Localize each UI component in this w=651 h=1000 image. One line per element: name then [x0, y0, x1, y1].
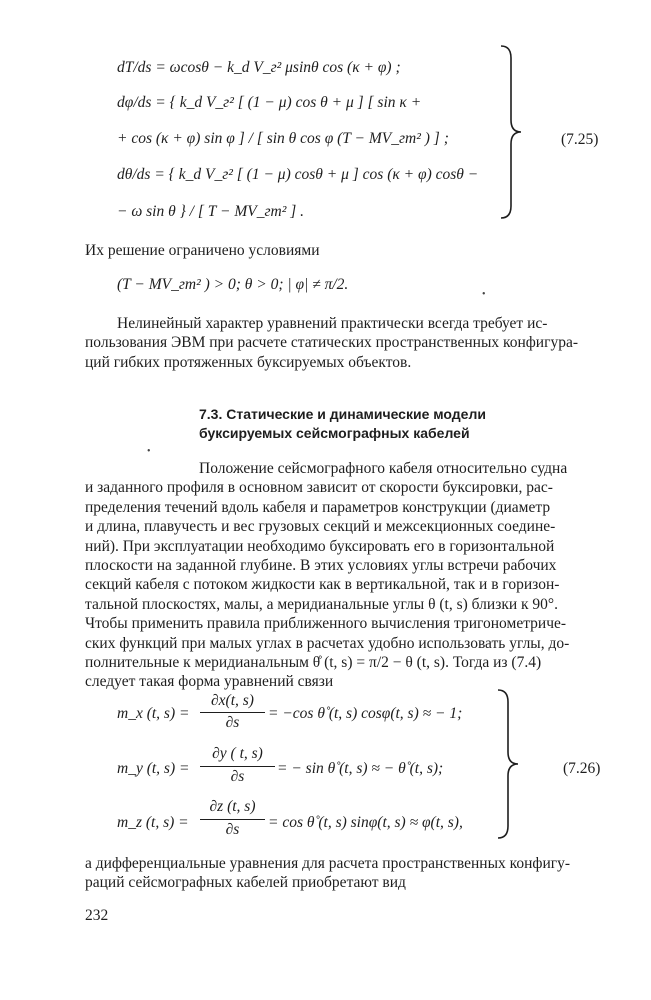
eq-7-26-row-2-lhs: m_y (t, s) =	[117, 760, 190, 777]
text-line: и длина, плавучесть и вес грузовых секций и межсекционных соедине-	[85, 518, 556, 536]
eq-7-26-row-1-numerator: ∂x(t, s)	[211, 692, 254, 709]
section-heading-line-2: буксируемых сейсмографных кабелей	[199, 425, 470, 441]
eq-7-26-row-2-denominator: ∂s	[230, 768, 245, 785]
scan-speck: •	[482, 289, 486, 300]
text-line: полнительные к меридианальным θ̊ (t, s) = π/2 − θ (t, s). Тогда из (7.4)	[85, 654, 542, 672]
text-line: следует такая форма уравнений связи	[85, 673, 334, 691]
text-line: ний). При эксплуатации необходимо буксировать его в горизонтальной	[85, 537, 555, 555]
paragraph-nonlinear	[85, 314, 612, 372]
section-heading-line-1: 7.3. Статические и динамические модели	[199, 406, 486, 422]
right-brace-7-25	[497, 44, 527, 220]
section-heading	[199, 405, 486, 443]
text-line: секций кабеля с потоком жидкости как в вертикальной, так и в горизон-	[85, 576, 560, 594]
constraints-formula: (T − MV_гm² ) > 0; θ > 0; | φ| ≠ π/2.	[117, 276, 349, 293]
text-line: тальной плоскостях, малы, а меридианальные углы θ (t, s) близки к 90°.	[85, 595, 559, 613]
eq-7-26-row-3-denominator: ∂s	[225, 821, 240, 838]
fraction-bar	[200, 766, 275, 767]
eq-7-26-row-1-denominator: ∂s	[225, 714, 240, 731]
text-line: Нелинейный характер уравнений практически всегда требует ис-	[117, 315, 548, 332]
text-line: раций сейсмографных кабелей приобретают вид	[85, 874, 406, 892]
fraction-bar	[200, 712, 265, 713]
eq-7-25-line-1: dT/ds = ωcosθ − k_d V_г² μsinθ cos (κ + φ) ;	[117, 59, 401, 76]
text-line: плоскости на заданной глубине. В этих условиях углы встречи рабочих	[85, 557, 557, 575]
eq-7-25-line-3: + cos (κ + φ) sin φ ] / [ sin θ cos φ (T − MV_гm² ) ] ;	[117, 130, 449, 147]
eq-7-26-row-1-rhs: = −cos θ̊ (t, s) cosφ(t, s) ≈ − 1;	[268, 705, 463, 722]
eq-7-25-line-4: dθ/ds = { k_d V_г² [ (1 − μ) cosθ + μ ] cos (κ + φ) cosθ −	[117, 166, 479, 183]
eq-number-7-25: (7.25)	[561, 131, 599, 148]
eq-7-26-row-2-numerator: ∂y ( t, s)	[212, 745, 263, 762]
eq-7-26-row-3-rhs: = cos θ̊ (t, s) sinφ(t, s) ≈ φ(t, s),	[268, 814, 463, 831]
fraction-bar	[200, 819, 265, 820]
eq-7-25-line-2: dφ/ds = { k_d V_г² [ (1 − μ) cos θ + μ ] [ sin κ +	[117, 94, 422, 111]
right-brace-7-26	[494, 688, 524, 840]
scan-speck: •	[147, 446, 151, 457]
text-line: ций гибких протяженных буксируемых объектов.	[85, 353, 412, 371]
eq-7-26-row-3-lhs: m_z (t, s) =	[117, 814, 189, 831]
text-line: Чтобы применить правила приближенного вычисления тригонометриче-	[85, 615, 567, 633]
eq-7-26-row-2-rhs: = − sin θ̊ (t, s) ≈ − θ̊ (t, s);	[277, 760, 444, 777]
text-line: а дифференциальные уравнения для расчета пространственных конфигу-	[85, 855, 571, 872]
text-line: и заданного профиля в основном зависит от скорости буксировки, рас-	[85, 479, 553, 497]
paragraph-cable-position	[85, 459, 612, 692]
text-line: ских функций при малых углах в расчетах удобно использовать углы, до-	[85, 634, 570, 652]
eq-7-26-row-1-lhs: m_x (t, s) =	[117, 705, 190, 722]
eq-number-7-26: (7.26)	[563, 760, 601, 777]
eq-7-26-row-3-numerator: ∂z (t, s)	[209, 798, 256, 815]
text-line: Положение сейсмографного кабеля относительно судна	[199, 460, 568, 477]
text-line: пределения течений вдоль кабеля и параметров конструкции (диаметр	[85, 498, 551, 516]
constraints-intro: Их решение ограничено условиями	[85, 242, 320, 259]
text-line: пользования ЭВМ при расчете статических пространственных конфигура-	[85, 334, 579, 352]
paragraph-final	[85, 854, 612, 893]
page-number: 232	[85, 907, 109, 924]
eq-7-25-line-5: − ω sin θ } / [ T − MV_гm² ] .	[117, 203, 304, 220]
